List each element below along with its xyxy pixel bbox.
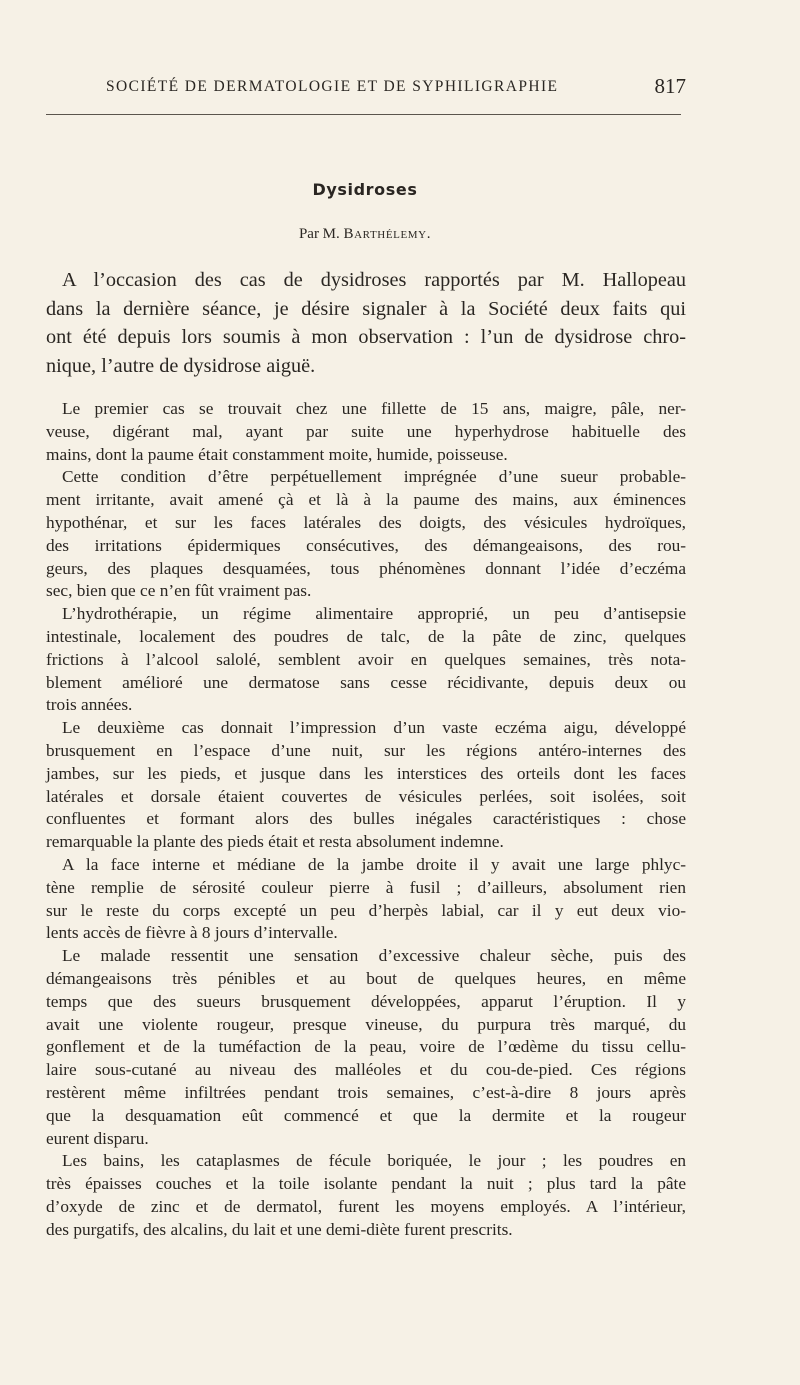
- body-line: sur le reste du corps excepté un peu d’herpès labial, car il y eut deux vio-: [46, 900, 686, 920]
- body-line: d’oxyde de zinc et de dermatol, furent les moyens employés. A l’intérieur,: [46, 1196, 686, 1216]
- body-line: Le premier cas se trouvait chez une fillette de 15 ans, maigre, pâle, ner-: [62, 399, 686, 418]
- body-line: jambes, sur les pieds, et jusque dans les interstices des orteils dont les faces: [46, 763, 686, 783]
- header-rule: [46, 114, 681, 115]
- body-line: restèrent même infiltrées pendant trois semaines, c’est-à-dire 8 jours après: [46, 1082, 686, 1102]
- body-line: très épaisses couches et la toile isolante pendant la nuit ; plus tard la pâte: [46, 1174, 686, 1194]
- article-title: Dysidroses: [312, 180, 418, 199]
- body-line: que la desquamation eût commencé et que la dermite et la rougeur: [46, 1105, 686, 1125]
- running-header: [106, 74, 686, 100]
- intro-line: dans la dernière séance, je désire signaler à la Société deux faits qui: [46, 297, 686, 320]
- body-line: ment irritante, avait amené çà et là à la paume des mains, aux éminences: [46, 490, 686, 510]
- body-line: gonflement et de la tuméfaction de la peau, voire de l’œdème du tissu cellu-: [46, 1037, 686, 1057]
- running-title: SOCIÉTÉ DE DERMATOLOGIE ET DE SYPHILIGRAPHIE: [106, 78, 559, 95]
- body-line: blement amélioré une dermatose sans cesse récidivante, depuis deux ou: [46, 672, 686, 692]
- body-line: L’hydrothérapie, un régime alimentaire approprié, un peu d’antisepsie: [62, 604, 686, 624]
- body-text: [46, 398, 686, 1241]
- intro-line: A l’occasion des cas de dysidroses rapportés par M. Hallopeau: [62, 269, 686, 291]
- body-line: remarquable la plante des pieds était et resta absolument indemne.: [46, 832, 504, 852]
- body-line: Le deuxième cas donnait l’impression d’un vaste eczéma aigu, développé: [62, 718, 686, 738]
- body-line: hypothénar, et sur les faces latérales des doigts, des vésicules hydroïques,: [46, 512, 686, 532]
- body-line: eurent disparu.: [46, 1128, 149, 1148]
- body-line: sec, bien que ce n’en fût vraiment pas.: [46, 581, 312, 601]
- body-line: lents accès de fièvre à 8 jours d’intervalle.: [46, 923, 338, 943]
- body-line: Le malade ressentit une sensation d’excessive chaleur sèche, puis des: [62, 946, 686, 966]
- body-line: démangeaisons très pénibles et au bout de quelques heures, en même: [46, 968, 686, 988]
- body-line: des irritations épidermiques consécutives, des démangeaisons, des rou-: [46, 535, 686, 555]
- body-line: frictions à l’alcool salolé, semblent avoir en quelques semaines, très nota-: [46, 649, 686, 669]
- intro-line: nique, l’autre de dysidrose aiguë.: [46, 354, 316, 377]
- byline: [0, 226, 730, 243]
- body-line: Cette condition d’être perpétuellement imprégnée d’une sueur probable-: [62, 467, 686, 487]
- body-line: avait une violente rougeur, presque vineuse, du purpura très marqué, du: [46, 1014, 686, 1034]
- author-name: Barthélemy.: [343, 226, 432, 242]
- body-line: veuse, digérant mal, ayant par suite une hyperhydrose habituelle des: [46, 421, 686, 441]
- intro-paragraph: [46, 266, 686, 380]
- body-line: temps que des sueurs brusquement développées, apparut l’éruption. Il y: [46, 991, 686, 1011]
- body-line: confluentes et formant alors des bulles inégales caractéristiques : chose: [46, 809, 686, 829]
- body-line: intestinale, localement des poudres de talc, de la pâte de zinc, quelques: [46, 626, 686, 646]
- intro-line: ont été depuis lors soumis à mon observation : l’un de dysidrose chro-: [46, 326, 686, 348]
- body-line: brusquement en l’espace d’une nuit, sur les régions antéro-internes des: [46, 740, 686, 760]
- body-line: Les bains, les cataplasmes de fécule boriquée, le jour ; les poudres en: [62, 1151, 686, 1171]
- byline-prefix: Par M.: [298, 226, 344, 242]
- body-line: latérales et dorsale étaient couvertes de vésicules perlées, soit isolées, soit: [46, 786, 686, 806]
- body-line: trois années.: [46, 695, 133, 715]
- body-line: mains, dont la paume était constamment moite, humide, poisseuse.: [46, 444, 508, 464]
- body-line: laire sous-cutané au niveau des malléoles et du cou-de-pied. Ces régions: [46, 1060, 686, 1080]
- page-number: 817: [654, 74, 686, 98]
- body-line: geurs, des plaques desquamées, tous phénomènes donnant l’idée d’eczéma: [46, 558, 686, 578]
- body-line: tène remplie de sérosité couleur pierre à fusil ; d’ailleurs, absolument rien: [46, 877, 686, 897]
- body-line: A la face interne et médiane de la jambe droite il y avait une large phlyc-: [62, 854, 686, 874]
- body-line: des purgatifs, des alcalins, du lait et une demi-diète furent prescrits.: [46, 1219, 513, 1239]
